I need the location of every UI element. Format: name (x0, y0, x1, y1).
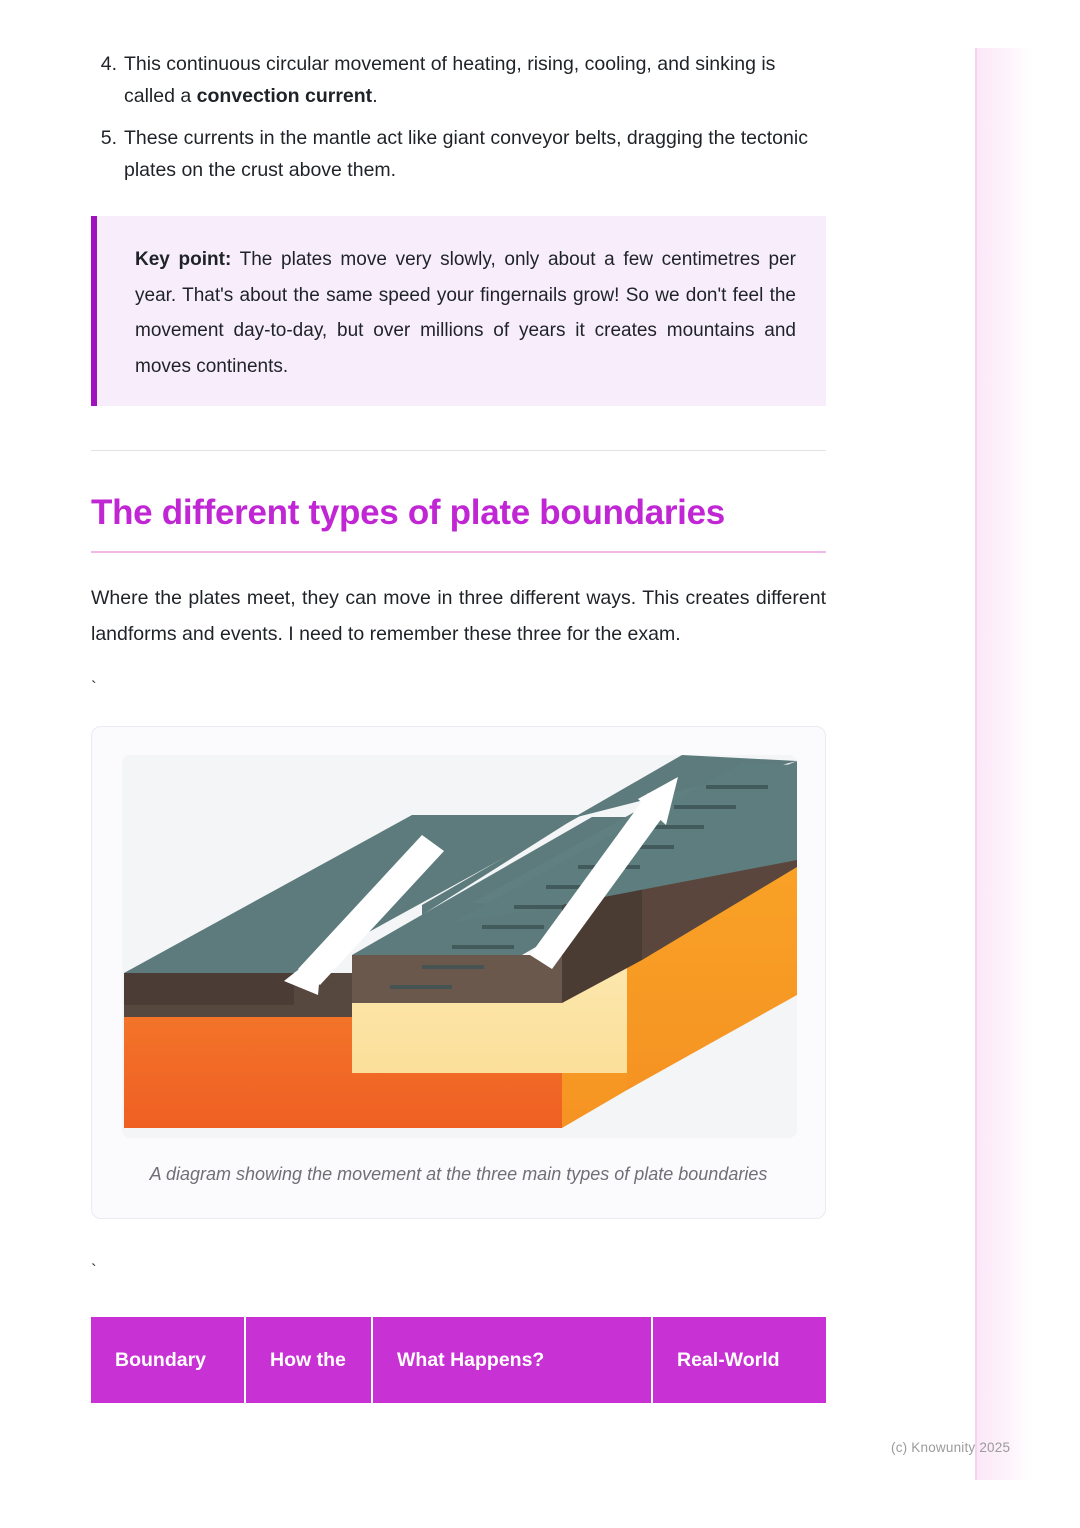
page-title: The different types of plate boundaries (91, 493, 725, 532)
list-item (91, 48, 826, 112)
list-item-text: This continuous circular movement of heating, rising, cooling, and sinking is called a (124, 53, 776, 107)
table-header-how-the: How the (246, 1317, 373, 1403)
stray-backtick-bottom: ` (91, 1261, 97, 1280)
list-item-number: 4. (100, 53, 117, 75)
key-point-text: The plates move very slowly, only about a few centimetres per year. That's about the same speed your fingernails grow! So we don't feel the movement day-to-day, but over millions of years it creates mountains and moves continents. (135, 249, 796, 377)
page-edge-decoration (975, 48, 1031, 1480)
section-divider (91, 450, 826, 451)
list-item-text: These currents in the mantle act like giant conveyor belts, dragging the tectonic plates on the crust above them. (124, 127, 808, 181)
plate-boundaries-illustration-svg (122, 755, 797, 1138)
plate-boundaries-diagram (122, 755, 797, 1138)
key-point-label: Key point: (135, 249, 232, 270)
intro-paragraph: Where the plates meet, they can move in three different ways. This creates different landforms and events. I need to remember these three for the exam. (91, 587, 826, 645)
document-content (91, 48, 826, 1403)
list-item-bold-term: convection current (196, 85, 373, 107)
key-point-paragraph (135, 242, 796, 384)
page-edge-line (975, 48, 977, 1480)
table-header-what-happens: What Happens? (373, 1317, 653, 1403)
stray-backtick-top: ` (91, 678, 97, 697)
figure-caption: A diagram showing the movement at the three main types of plate boundaries (149, 1164, 768, 1184)
figure-card (91, 726, 826, 1219)
table-header-boundary: Boundary (91, 1317, 246, 1403)
boundaries-table-header-row (91, 1317, 826, 1403)
watermark: (c) Knowunity 2025 (891, 1440, 1011, 1455)
table-header-real-world: Real-World (653, 1317, 826, 1403)
list-item (91, 122, 826, 186)
title-underline (91, 551, 826, 553)
list-item-number: 5. (100, 127, 117, 149)
list-item-text-end: . (372, 85, 378, 107)
numbered-steps-list (91, 48, 826, 186)
key-point-callout (91, 216, 826, 406)
